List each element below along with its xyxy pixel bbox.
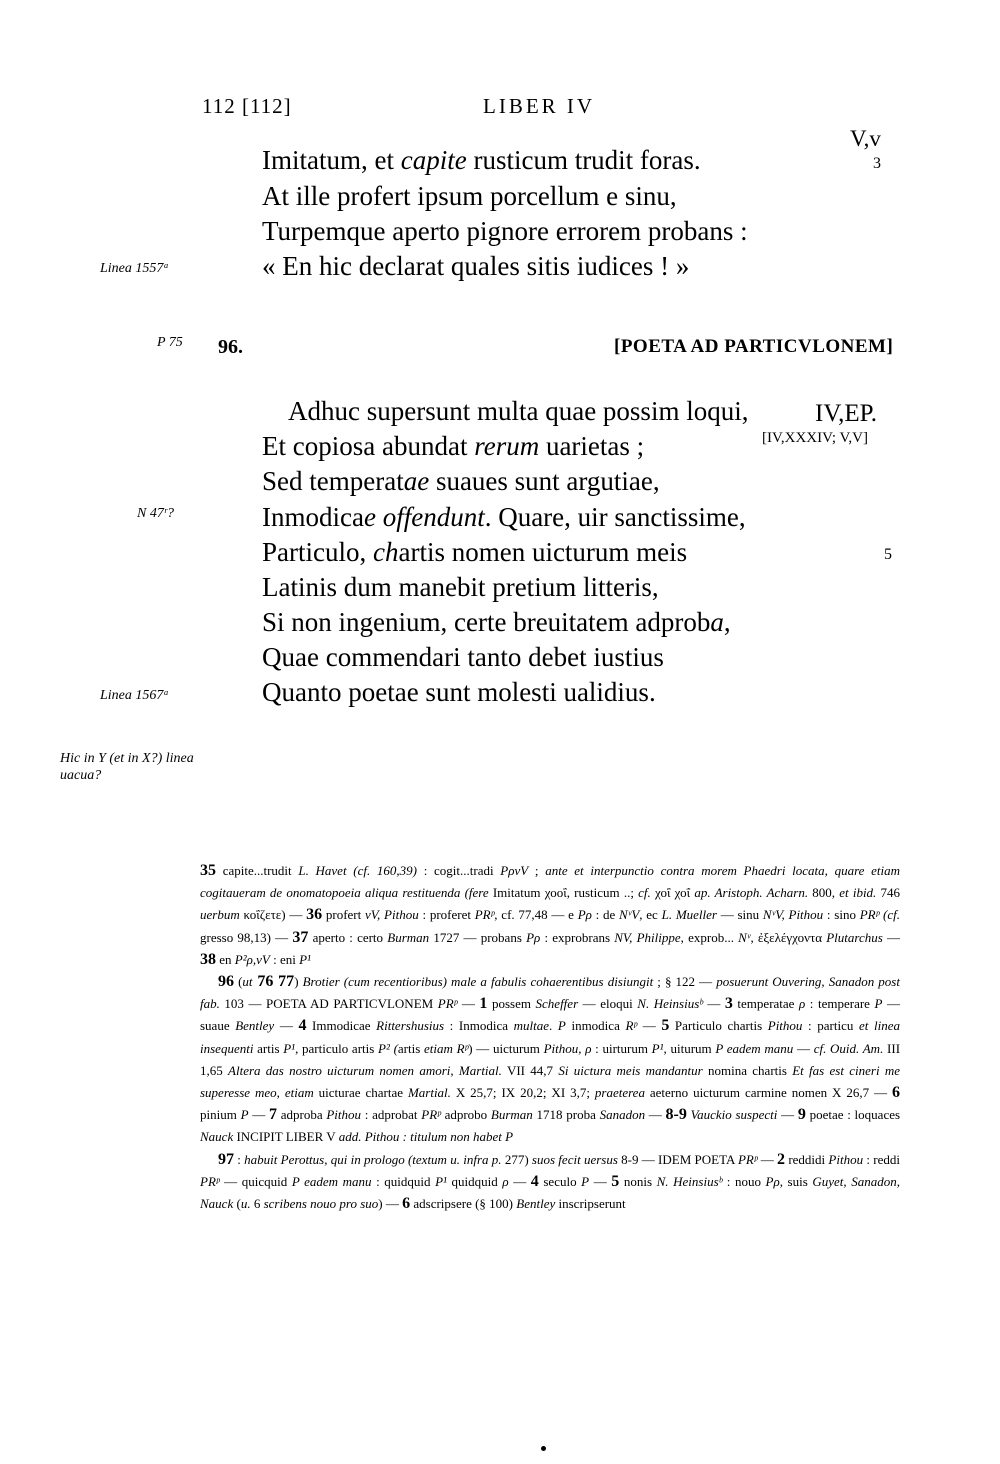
apparatus-italic: PRᵖ bbox=[437, 996, 458, 1012]
apparatus-italic: PρνV bbox=[500, 863, 529, 878]
apparatus-text: 746 bbox=[876, 885, 901, 901]
apparatus-lemma-number: 97 bbox=[218, 1150, 234, 1168]
apparatus-italic: PRᵖ bbox=[421, 1107, 441, 1123]
apparatus-lemma-number: 38 bbox=[200, 950, 216, 968]
apparatus-paragraph bbox=[200, 1149, 900, 1216]
apparatus-italic: PRᵖ bbox=[737, 1151, 758, 1167]
verse-line: At ille profert ipsum porcellum e sinu, bbox=[262, 181, 677, 211]
apparatus-text: : reddi bbox=[863, 1151, 900, 1167]
apparatus-text: INCIPIT LIBER V bbox=[233, 1129, 339, 1145]
apparatus-text: : temperare bbox=[805, 996, 875, 1012]
apparatus-lemma-number: 36 bbox=[306, 906, 323, 924]
apparatus-text: — bbox=[274, 1018, 299, 1034]
apparatus-italic: Bentley bbox=[516, 1196, 556, 1212]
apparatus-text: reddidi bbox=[785, 1151, 829, 1167]
apparatus-text: ; bbox=[528, 863, 546, 878]
apparatus-text: — suaue bbox=[200, 996, 901, 1034]
apparatus-italic: P¹ bbox=[435, 1173, 447, 1189]
apparatus-italic: Brotier (cum recentioribus) male a fabulis cohaerentibus disiungit bbox=[302, 974, 654, 990]
apparatus-italic: N. Heinsiusᵇ bbox=[656, 1173, 723, 1189]
apparatus-lemma-number: 7 bbox=[269, 1106, 277, 1124]
apparatus-italic: νV, Pithou bbox=[365, 907, 419, 923]
apparatus-text: ( bbox=[234, 974, 243, 990]
apparatus-italic: Sanadon bbox=[599, 1107, 646, 1123]
apparatus-text: χοοΐ bbox=[544, 885, 567, 901]
apparatus-text: — quicquid bbox=[219, 1173, 292, 1189]
apparatus-italic: P eadem manu bbox=[291, 1173, 372, 1189]
verse-line: Inmodicae offendunt. Quare, uir sanctissime, bbox=[262, 502, 746, 532]
book-reference: V,v bbox=[850, 126, 881, 151]
apparatus-italic: uerbum bbox=[200, 907, 240, 923]
apparatus-italic: etiam bbox=[424, 1040, 453, 1056]
apparatus-italic: Nauck bbox=[200, 1129, 234, 1145]
apparatus-text: possem bbox=[487, 996, 536, 1012]
apparatus-text: 800, bbox=[808, 885, 840, 901]
apparatus-text: aperto : certo bbox=[308, 929, 388, 945]
apparatus-text: — bbox=[882, 929, 901, 945]
apparatus-italic: Burman bbox=[490, 1107, 533, 1123]
apparatus-text: — sinu bbox=[716, 907, 763, 923]
apparatus-lemma-number: 3 bbox=[724, 995, 733, 1013]
apparatus-italic: ρ bbox=[502, 1173, 509, 1189]
apparatus-lemma-number: 4 bbox=[530, 1172, 539, 1190]
apparatus-text: 277) bbox=[501, 1151, 532, 1167]
apparatus-text: uicturae chartae bbox=[313, 1085, 408, 1101]
apparatus-text: : adprobat bbox=[361, 1107, 422, 1123]
apparatus-text: seculo bbox=[538, 1173, 582, 1189]
apparatus-italic: Rᵖ bbox=[456, 1040, 469, 1056]
apparatus-italic: Et fas est cineri me superesse meo, etiam bbox=[200, 1062, 900, 1101]
margin-note: Linea 1557ᵃ bbox=[100, 261, 169, 276]
apparatus-text: . bbox=[549, 1018, 558, 1034]
verse-line: Turpemque aperto pignore errorem probans : bbox=[262, 216, 748, 246]
apparatus-italic: Pρ bbox=[577, 907, 592, 923]
book-reference: IV,EP. bbox=[815, 400, 878, 427]
apparatus-paragraph bbox=[200, 860, 900, 971]
verse-line: Quanto poetae sunt molesti ualidius. bbox=[262, 677, 656, 707]
margin-note: N 47ʳ? bbox=[137, 506, 174, 521]
book-reference-sub: [IV,XXXIV; V,V] bbox=[762, 430, 868, 446]
apparatus-text: : nouo bbox=[722, 1173, 766, 1189]
apparatus-text: χοΐ χοΐ bbox=[650, 885, 695, 901]
apparatus-italic: NᵛV bbox=[619, 907, 640, 923]
apparatus-text: , cf. 77,48 — e bbox=[494, 907, 578, 923]
verse-line: « En hic declarat quales sitis iudices ! » bbox=[262, 251, 690, 281]
apparatus-italic: et ibid. bbox=[839, 885, 877, 901]
apparatus-text: profert bbox=[322, 907, 365, 923]
apparatus-italic: u. bbox=[240, 1196, 251, 1212]
apparatus-italic: P eadem manu bbox=[715, 1040, 794, 1056]
apparatus-italic: multae bbox=[513, 1018, 550, 1034]
apparatus-italic: cf. bbox=[638, 885, 651, 901]
apparatus-lemma-number: 1 bbox=[479, 995, 488, 1013]
apparatus-text: — bbox=[589, 1173, 612, 1189]
line-number: 3 bbox=[873, 155, 881, 172]
apparatus-italic: PRᵖ bbox=[200, 1173, 220, 1189]
apparatus-lemma-number: 5 bbox=[661, 1017, 670, 1035]
apparatus-text: — bbox=[777, 1107, 798, 1123]
apparatus-text: aeterno uicturum carmine nomen X 26,7 — bbox=[644, 1085, 893, 1101]
apparatus-text: , uiturum bbox=[663, 1040, 716, 1056]
apparatus-text: — eloqui bbox=[578, 996, 638, 1012]
apparatus-italic: Pithou bbox=[767, 1018, 803, 1034]
apparatus-italic: Burman bbox=[387, 929, 430, 945]
apparatus-italic: ρ bbox=[799, 996, 806, 1012]
apparatus-italic: Rᵖ bbox=[625, 1018, 638, 1034]
verse-line: Et copiosa abundat rerum uarietas ; bbox=[262, 431, 645, 461]
fable-number: 96. bbox=[218, 336, 243, 358]
apparatus-italic: scribens nouo pro suo bbox=[263, 1196, 379, 1212]
apparatus-text: κοΐζετε) — bbox=[239, 907, 307, 923]
apparatus-text: — bbox=[508, 1173, 531, 1189]
verse-line: Latinis dum manebit pretium litteris, bbox=[262, 572, 659, 602]
apparatus-text: : proferet bbox=[418, 907, 475, 923]
apparatus-text: — bbox=[637, 1018, 662, 1034]
apparatus-text: , ec bbox=[639, 907, 662, 923]
apparatus-italic: ante et interpunctio contra morem Phaedri locata, quare etiam cogitaueram de onomatopoeia aliqua restituenda (fere bbox=[200, 863, 901, 901]
apparatus-italic: Plutarchus bbox=[826, 929, 883, 945]
apparatus-lemma-number: 6 bbox=[892, 1084, 901, 1102]
apparatus-text: X 25,7; IX 20,2; XI 3,7; bbox=[450, 1085, 595, 1101]
apparatus-italic: ut bbox=[242, 974, 253, 990]
apparatus-lemma-number: 76 77 bbox=[252, 973, 295, 991]
verse-line: Quae commendari tanto debet iustius bbox=[262, 642, 664, 672]
apparatus-italic: Vauckio suspecti bbox=[690, 1107, 778, 1123]
apparatus-text: 6 bbox=[250, 1196, 264, 1212]
apparatus-text: : particu bbox=[802, 1018, 859, 1034]
apparatus-italic: Scheffer bbox=[535, 996, 579, 1012]
apparatus-lemma-number: 4 bbox=[298, 1017, 307, 1035]
apparatus-lemma-number: 5 bbox=[611, 1172, 620, 1190]
apparatus-text: inmodica bbox=[565, 1018, 626, 1034]
apparatus-text: ) — bbox=[378, 1196, 403, 1212]
apparatus-text: quidquid bbox=[446, 1173, 503, 1189]
apparatus-italic: L. Mueller bbox=[661, 907, 717, 923]
fable-title: [POETA AD PARTICVLONEM] bbox=[614, 336, 894, 357]
apparatus-italic: NV, Philippe bbox=[614, 929, 681, 945]
apparatus-lemma-number: 2 bbox=[777, 1150, 786, 1168]
margin-note: Linea 1567ᵃ bbox=[100, 688, 169, 703]
apparatus-text: : exprobrans bbox=[540, 929, 615, 945]
apparatus-text: : Inmodica bbox=[444, 1018, 514, 1034]
apparatus-italic: Bentley bbox=[235, 1018, 275, 1034]
apparatus-lemma-number: 9 bbox=[797, 1106, 806, 1124]
apparatus-text: : uirturum bbox=[591, 1040, 652, 1056]
apparatus-italic: N. Heinsiusᵇ bbox=[637, 996, 703, 1012]
apparatus-text: poetae : loquaces bbox=[805, 1107, 901, 1123]
apparatus-text: VII 44,7 bbox=[501, 1062, 559, 1078]
apparatus-italic: P¹ bbox=[283, 1040, 296, 1056]
apparatus-text: ( bbox=[233, 1196, 241, 1212]
apparatus-text: 1727 — probans bbox=[429, 929, 527, 945]
apparatus-italic: P¹ bbox=[299, 951, 311, 967]
apparatus-italic: P²ρ,νV bbox=[234, 951, 270, 967]
page-number: 112 [112] bbox=[202, 94, 292, 118]
apparatus-italic: ap. Aristoph. Acharn. bbox=[694, 885, 809, 901]
apparatus-text: pinium bbox=[200, 1107, 241, 1123]
verse-line: Adhuc supersunt multa quae possim loqui, bbox=[288, 396, 749, 426]
apparatus-text: 8-9 — IDEM POETA bbox=[617, 1151, 738, 1167]
apparatus-text: : eni bbox=[269, 951, 300, 967]
apparatus-text: , exprob... bbox=[680, 929, 739, 945]
verse-line: Sed temperatae suaues sunt argutiae, bbox=[262, 466, 660, 496]
apparatus-italic: PRᵖ (cf. bbox=[859, 907, 900, 923]
apparatus-text: adproba bbox=[277, 1107, 327, 1123]
margin-page-ref: P 75 bbox=[157, 335, 183, 350]
apparatus-italic: Guyet, Sanadon, Nauck bbox=[200, 1173, 901, 1212]
apparatus-text: ) — uicturum bbox=[468, 1040, 544, 1056]
apparatus-italic: NᵛV, Pithou bbox=[762, 907, 824, 923]
apparatus-italic: habuit Perottus, qui in prologo (textum u. infra p. bbox=[244, 1151, 502, 1167]
apparatus-italic: Altera das nostro uicturum nomen amori, Martial. bbox=[228, 1062, 502, 1078]
apparatus-italic: P bbox=[581, 1173, 590, 1189]
apparatus-italic: PRᵖ bbox=[474, 907, 495, 923]
apparatus-italic: cf. Ouid. Am. bbox=[813, 1040, 884, 1056]
apparatus-italic: et linea insequenti bbox=[200, 1018, 900, 1056]
apparatus-text: , ἐξελέγχοντα bbox=[750, 929, 827, 945]
apparatus-text: artis bbox=[253, 1040, 284, 1056]
apparatus-paragraph bbox=[200, 971, 900, 1149]
apparatus-italic: P bbox=[240, 1107, 249, 1123]
apparatus-lemma-number: 6 bbox=[402, 1195, 411, 1213]
apparatus-italic: suos fecit uersus bbox=[531, 1151, 618, 1167]
apparatus-italic: P bbox=[557, 1018, 566, 1034]
apparatus-text: nonis bbox=[619, 1173, 657, 1189]
apparatus-text: : quidquid bbox=[371, 1173, 436, 1189]
apparatus-lemma-number: 96 bbox=[218, 973, 234, 991]
apparatus-text: adscripsere (§ 100) bbox=[410, 1196, 517, 1212]
critical-apparatus bbox=[200, 860, 900, 1215]
apparatus-italic: P² ( bbox=[378, 1040, 398, 1056]
apparatus-text: en bbox=[216, 951, 235, 967]
apparatus-italic: Pithou bbox=[326, 1107, 361, 1123]
apparatus-text: : sino bbox=[823, 907, 860, 923]
apparatus-text: adprobo bbox=[440, 1107, 491, 1123]
apparatus-text: capite...trudit bbox=[216, 863, 299, 878]
apparatus-text: — bbox=[757, 1151, 778, 1167]
apparatus-italic: P bbox=[874, 996, 883, 1012]
apparatus-italic: posuerunt Ouvering, Sanadon post fab. bbox=[200, 974, 900, 1012]
apparatus-italic: Pithou bbox=[828, 1151, 864, 1167]
verse-line: Si non ingenium, certe breuitatem adproba, bbox=[262, 607, 731, 637]
apparatus-lemma-number: 37 bbox=[292, 928, 309, 946]
apparatus-text: , particulo artis bbox=[295, 1040, 379, 1056]
apparatus-italic: Rittershusius bbox=[376, 1018, 445, 1034]
apparatus-text: , suis bbox=[779, 1173, 813, 1189]
apparatus-text: 1718 proba bbox=[532, 1107, 600, 1123]
apparatus-text: — bbox=[248, 1107, 269, 1123]
apparatus-text: : bbox=[234, 1151, 245, 1167]
apparatus-italic: Pρ bbox=[526, 929, 541, 945]
page-dot bbox=[541, 1446, 546, 1451]
line-number: 5 bbox=[884, 546, 892, 563]
apparatus-text: — bbox=[645, 1107, 666, 1123]
apparatus-italic: praeterea bbox=[594, 1085, 645, 1101]
apparatus-text: Particulo chartis bbox=[669, 1018, 768, 1034]
apparatus-italic: Pρ bbox=[765, 1173, 780, 1189]
apparatus-text: artis bbox=[397, 1040, 424, 1056]
apparatus-text: — bbox=[702, 996, 725, 1012]
apparatus-text: — bbox=[793, 1040, 814, 1056]
apparatus-text: temperatae bbox=[732, 996, 799, 1012]
apparatus-text: inscripserunt bbox=[555, 1196, 626, 1212]
apparatus-italic: Si uictura meis mandantur bbox=[558, 1062, 703, 1078]
running-title: LIBER IV bbox=[483, 94, 596, 118]
apparatus-text: , rusticum ..; bbox=[566, 885, 639, 901]
apparatus-italic: P¹ bbox=[651, 1040, 664, 1056]
apparatus-italic: Martial. bbox=[407, 1085, 451, 1101]
apparatus-text: : cogit...tradi bbox=[417, 863, 501, 878]
apparatus-lemma-number: 8-9 bbox=[665, 1106, 687, 1124]
apparatus-text: gresso 98,13) — bbox=[200, 929, 293, 945]
verse-line: Imitatum, et capite rusticum trudit foras. bbox=[262, 145, 701, 175]
apparatus-text: nomina chartis bbox=[702, 1062, 793, 1078]
apparatus-italic: Pithou, ρ bbox=[543, 1040, 592, 1056]
margin-note: Hic in Y (et in X?) linea uacua? bbox=[60, 751, 194, 783]
apparatus-text: Immodicae bbox=[306, 1018, 377, 1034]
apparatus-italic: Nᵛ bbox=[738, 929, 751, 945]
apparatus-text: ; § 122 — bbox=[653, 974, 717, 990]
apparatus-italic: L. Havet (cf. 160,39) bbox=[298, 863, 417, 878]
apparatus-text: — bbox=[457, 996, 480, 1012]
apparatus-text: Imitatum bbox=[488, 885, 545, 901]
apparatus-text: ) bbox=[294, 974, 303, 990]
apparatus-italic: add. Pithou : titulum non habet P bbox=[338, 1129, 514, 1145]
apparatus-text: 103 — POETA AD PARTICVLONEM bbox=[219, 996, 438, 1012]
apparatus-lemma-number: 35 bbox=[200, 862, 216, 879]
apparatus-text: : de bbox=[591, 907, 620, 923]
apparatus-text: III 1,65 bbox=[200, 1040, 901, 1078]
verse-line: Particulo, chartis nomen uicturum meis bbox=[262, 537, 688, 567]
